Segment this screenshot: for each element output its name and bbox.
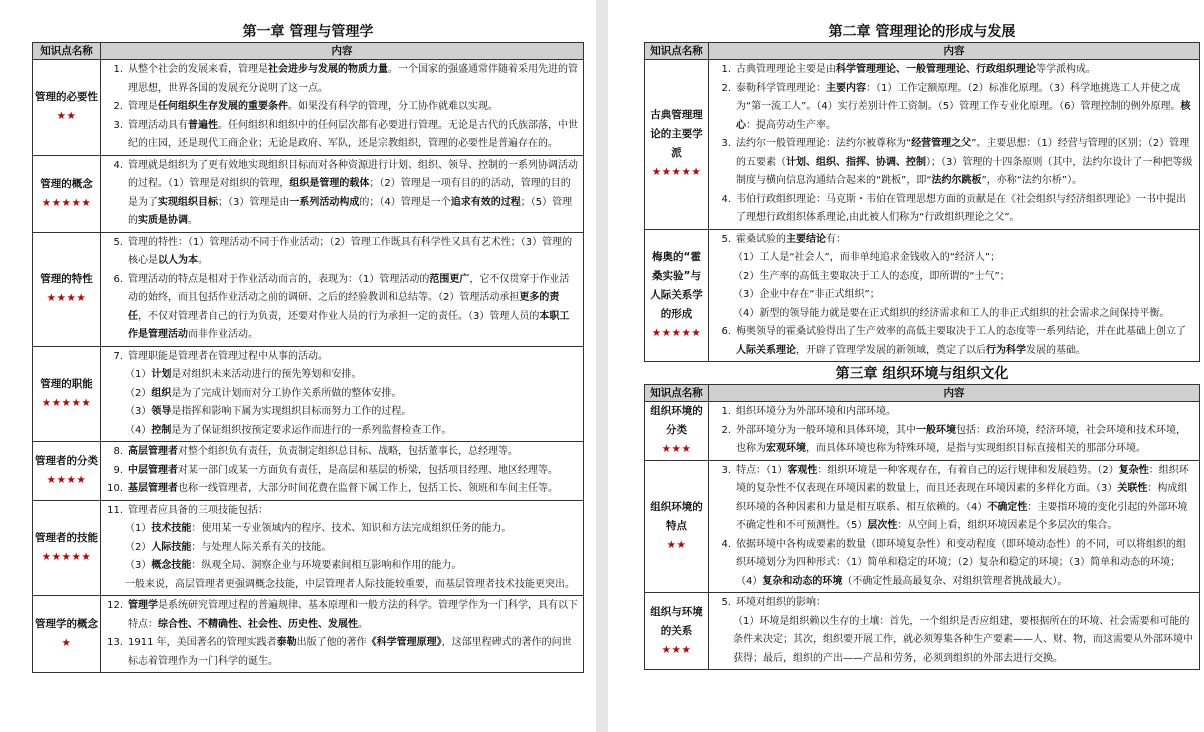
- knowledge-point: [645, 593, 709, 670]
- table-row: [645, 402, 1200, 461]
- knowledge-point-name: 管理的必要性: [35, 91, 98, 104]
- importance-stars: ★★★★★: [41, 196, 92, 209]
- sub-item: （2）组织是为了完成计划而对分工协作关系所做的整体安排。: [125, 387, 402, 399]
- knowledge-point: [33, 500, 101, 596]
- importance-stars: ★★★: [661, 643, 692, 656]
- chapter-title: 第三章 组织环境与组织文化: [835, 366, 1009, 382]
- list-item: 11. 管理者应具备的三项技能包括：: [107, 504, 268, 516]
- content-cell: [709, 593, 1200, 670]
- list-item: 10. 基层管理者也称一线管理者，大部分时间花费在监督下属工作上，包括工长、领班和车间主任等。: [107, 483, 558, 494]
- list-item: 5. 霍桑试验的主要结论有：: [721, 233, 846, 245]
- knowledge-table: [644, 42, 1200, 362]
- table-row: [33, 155, 584, 232]
- importance-stars: ★★★★: [46, 292, 87, 304]
- knowledge-point: [33, 442, 101, 501]
- table-row: [33, 596, 584, 673]
- chapter1-sheet: [32, 22, 584, 673]
- chapter-title: 第一章 管理与管理学: [242, 24, 374, 40]
- content-cell: [101, 596, 584, 673]
- sub-item: （2）生产率的高低主要取决于工人的态度，即所谓的“士气”；: [733, 270, 1010, 282]
- knowledge-point-name: 管理学的概念: [35, 618, 98, 630]
- list-item: 2. 外部环境分为一般环境和具体环境，其中一般环境包括：政治环境，经济环境，社会环境和技术环境，也称为宏观环境，而具体环境也称为特殊环境，是指与实现组织目标直接相关的那部分环境。: [721, 424, 1186, 454]
- table-row: [645, 229, 1200, 362]
- sub-item: （3）企业中存在“非正式组织”；: [733, 289, 880, 300]
- list-item: 12. 管理学是系统研究管理过程的普遍规律、基本原理和一般方法的科学。管理学作为一门科学，具有以下特点：综合性、不精确性、社会性、历史性、发展性。: [107, 600, 578, 630]
- list-item: 13. 1911 年，美国著名的管理实践者泰勒出版了他的著作《科学管理原理》，这部里程碑式的著作的问世标志着管理作为一门科学的诞生。: [107, 637, 572, 667]
- knowledge-point: [33, 155, 101, 232]
- knowledge-point-name: 组织环境的特点: [650, 500, 703, 532]
- left-page: [0, 0, 596, 732]
- knowledge-point-name: 梅奥的“霍桑实验”与人际关系学的形成: [650, 250, 703, 320]
- importance-stars: ★★★★★: [41, 396, 92, 409]
- knowledge-point: [645, 402, 709, 461]
- content-cell: [709, 402, 1200, 461]
- table-header: [645, 43, 1200, 60]
- list-item: 1. 从整个社会的发展来看，管理是社会进步与发展的物质力量。一个国家的强盛通常伴随着采用先进的管理思想，世界各国的发展充分说明了这一点。: [113, 64, 578, 94]
- list-item: 1. 组织环境分为外部环境和内部环境。: [721, 406, 896, 417]
- content-cell: [101, 500, 584, 596]
- list-item: 5. 管理的特性：（1）管理活动不同于作业活动；（2）管理工作既具有科学性又具有艺术性；（3）管理的核心是以人为本。: [113, 236, 573, 266]
- list-item: 3. 管理活动具有普遍性。任何组织和组织中的任何层次都有必要进行管理。无论是古代的氏族部落，中世纪的庄园，还是现代工商企业；无论是政府、军队，还是宗教组织，管理的必要性是普遍存在的。: [113, 119, 578, 149]
- table-row: [33, 60, 584, 156]
- knowledge-point: [645, 460, 709, 593]
- list-item: 5. 环境对组织的影响：: [721, 597, 826, 608]
- knowledge-point: [645, 60, 709, 230]
- sub-item: （4）新型的领导能力就是要在正式组织的经济需求和工人的非正式组织的社会需求之间保持平衡。: [733, 307, 1170, 319]
- table-row: [33, 232, 584, 346]
- header-key: 知识点名称: [645, 385, 709, 402]
- table-row: [33, 442, 584, 501]
- list-item: 1. 古典管理理论主要是由科学管理理论、一般管理理论、行政组织理论等学派构成。: [721, 64, 1096, 75]
- importance-stars: ★★★★★: [651, 326, 702, 339]
- sub-item: （1）计划是对组织未来活动进行的预先筹划和安排。: [125, 369, 362, 380]
- table-row: [645, 460, 1200, 593]
- knowledge-point: [33, 596, 101, 673]
- sub-item: （1）环境是组织赖以生存的土壤：首先，一个组织是否应组建，要根据所在的环境、社会需要和可能的条件来决定；其次，组织要开展工作，就必须筹集各种生产要素——人、财、物，而这需要从外部环境中获得；最后，组织的产出——产品和劳务，必须到组织的外部去进行交换。: [733, 615, 1193, 664]
- importance-stars: ★★: [666, 538, 687, 551]
- table-row: [645, 593, 1200, 670]
- list-item: 4. 管理就是组织为了更有效地实现组织目标而对各种资源进行计划、组织、领导、控制的一系列协调活动的过程。（1）管理是对组织的管理，组织是管理的载体；（2）管理是一项有目的的活动，管理的目的是为了实现组织目标；（3）管理是由一系列活动构成的；（4）管理是一个追求有效的过程；（5）管理的实质是协调。: [113, 159, 578, 226]
- chapter-title: 第二章 管理理论的形成与发展: [828, 24, 1016, 40]
- list-item: 7. 管理职能是管理者在管理过程中从事的活动。: [113, 350, 328, 362]
- knowledge-point-name: 管理者的技能: [35, 531, 98, 544]
- importance-stars: ★★★★: [46, 473, 87, 486]
- sub-item: （3）概念技能：纵观全局、洞察企业与环境要素间相互影响和作用的能力。: [125, 560, 462, 571]
- sub-item: （3）领导是指挥和影响下属为实现组织目标而努力工作的过程。: [125, 406, 412, 417]
- list-item: 2. 管理是任何组织生存发展的重要条件。如果没有科学的管理，分工协作就难以实现。: [113, 101, 498, 112]
- importance-stars: ★★★: [661, 443, 692, 456]
- table-row: [645, 60, 1200, 230]
- knowledge-point: [33, 346, 101, 442]
- knowledge-table: [32, 42, 584, 673]
- content-cell: [101, 232, 584, 346]
- sub-item: （1）技术技能：使用某一专业领域内的程序、技术、知识和方法完成组织任务的能力。: [125, 523, 512, 534]
- knowledge-point-name: 组织环境的分类: [650, 405, 703, 437]
- importance-stars: ★★★★★: [41, 550, 92, 563]
- content-cell: [709, 229, 1200, 362]
- importance-stars: ★★★★★: [651, 166, 702, 179]
- knowledge-point: [33, 232, 101, 346]
- chapter2-sheet: [644, 22, 1200, 670]
- list-item: 4. 韦伯行政组织理论：马克斯・韦伯在管理思想方面的贡献是在《社会组织与经济组织理论》一书中提出了理想行政组织体系理论,由此被人们称为“行政组织理论之父”。: [721, 193, 1186, 223]
- header-content: 内容: [101, 43, 584, 60]
- table-row: [33, 500, 584, 596]
- sub-item: （2）人际技能：与处理人际关系有关的技能。: [125, 541, 332, 553]
- table-header: [645, 385, 1200, 402]
- list-item: 6. 梅奥领导的霍桑试验得出了生产效率的高低主要取决于工人的态度等一系列结论，并在此基础上创立了人际关系理论，开辟了管理学发展的新领域，奠定了以后行为科学发展的基础。: [721, 326, 1186, 356]
- content-cell: [709, 60, 1200, 230]
- right-page: [608, 0, 1204, 732]
- knowledge-point-name: 组织与环境的关系: [650, 605, 703, 637]
- importance-stars: ★★: [56, 110, 77, 123]
- knowledge-point-name: 管理的职能: [40, 377, 93, 390]
- header-key: 知识点名称: [33, 43, 101, 60]
- content-cell: [709, 460, 1200, 593]
- knowledge-point-name: 管理的特性: [40, 273, 93, 285]
- table-header: [33, 43, 584, 60]
- page-gap: [596, 0, 608, 732]
- list-item: 9. 中层管理者对某一部门或某一方面负有责任，是高层和基层的桥梁，包括项目经理、地区经理等。: [113, 464, 558, 476]
- header-content: 内容: [709, 385, 1200, 402]
- content-cell: [101, 155, 584, 232]
- knowledge-point: [33, 60, 101, 156]
- sub-item: （4）控制是为了保证组织按预定要求运作而进行的一系列监督检查工作。: [125, 424, 452, 436]
- knowledge-point-name: 古典管理理论的主要学派: [650, 109, 703, 160]
- knowledge-point-name: 管理的概念: [40, 177, 93, 190]
- list-item: 4. 依据环境中各构成要素的数量（即环境复杂性）和变动程度（即环境动态性）的不同，可以将组织的组织环境划分为四种形式：（1）简单和稳定的环境；（2）复杂和稳定的环境；（3）简单和动态的环境；（4）复杂和动态的环境（不确定性最高最复杂、对组织管理者挑战最大）。: [721, 538, 1186, 587]
- table-row: [33, 346, 584, 442]
- knowledge-point-name: 管理者的分类: [35, 454, 98, 467]
- knowledge-point: [645, 229, 709, 362]
- header-key: 知识点名称: [645, 43, 709, 60]
- importance-stars: ★: [61, 637, 72, 649]
- sub-item: （1）工人是“社会人”，而非单纯追求金钱收入的“经济人”；: [733, 252, 1001, 263]
- list-item: 6. 管理活动的特点是相对于作业活动而言的，表现为：（1）管理活动的范围更广，它不仅贯穿于作业活动的始终，而且包括作业活动之前的调研、之后的经验教训和总结等。（2）管理活动承担更多的责任，不仅对管理者自己的行为负责，还要对作业人员的行为承担一定的责任。（3）管理人员的本职工作是管理活动而非作业活动。: [113, 273, 570, 340]
- list-item: 3. 法约尔一般管理理论：法约尔被尊称为“经营管理之父”。主要思想：（1）经营与管理的区别；（2）管理的五要素（计划、组织、指挥、协调、控制）；（3）管理的十四条原则（其中，法约尔设计了一种把等级制度与横向信息沟通结合起来的“跳板”，即“法约尔跳板”，亦称“法约尔桥”）。: [721, 138, 1193, 186]
- sub-item: 一般来说，高层管理者更强调概念技能，中层管理者人际技能较重要，而基层管理者技术技能更突出。: [125, 578, 575, 590]
- header-content: 内容: [709, 43, 1200, 60]
- knowledge-table: [644, 384, 1200, 670]
- list-item: 8. 高层管理者对整个组织负有责任，负责制定组织总目标、战略，包括董事长，总经理等。: [113, 446, 518, 457]
- list-item: 2. 泰勒科学管理理论：主要内容：（1）工作定额原理。（2）标准化原理。（3）科学地挑选工人并使之成为“第一流工人”。（4）实行差别计件工资制。（5）管理工作专业化原理。（6）管理控制的例外原理。核心：提高劳动生产率。: [721, 82, 1191, 131]
- content-cell: [101, 60, 584, 156]
- content-cell: [101, 346, 584, 442]
- list-item: 3. 特点：（1）客观性：组织环境是一种客观存在，有着自己的运行规律和发展趋势。（2）复杂性：组织环境的复杂性不仅表现在环境因素的数量上，而且还表现在环境因素的多样化方面。（3）关联性：构成组织环境的各种因素和力量是相互联系、相互依赖的。（4）不确定性：主要指环境的变化引起的外部环境不确定性和不可预测性。（5）层次性：从空间上看，组织环境因素是个多层次的集合。: [721, 464, 1189, 531]
- content-cell: [101, 442, 584, 501]
